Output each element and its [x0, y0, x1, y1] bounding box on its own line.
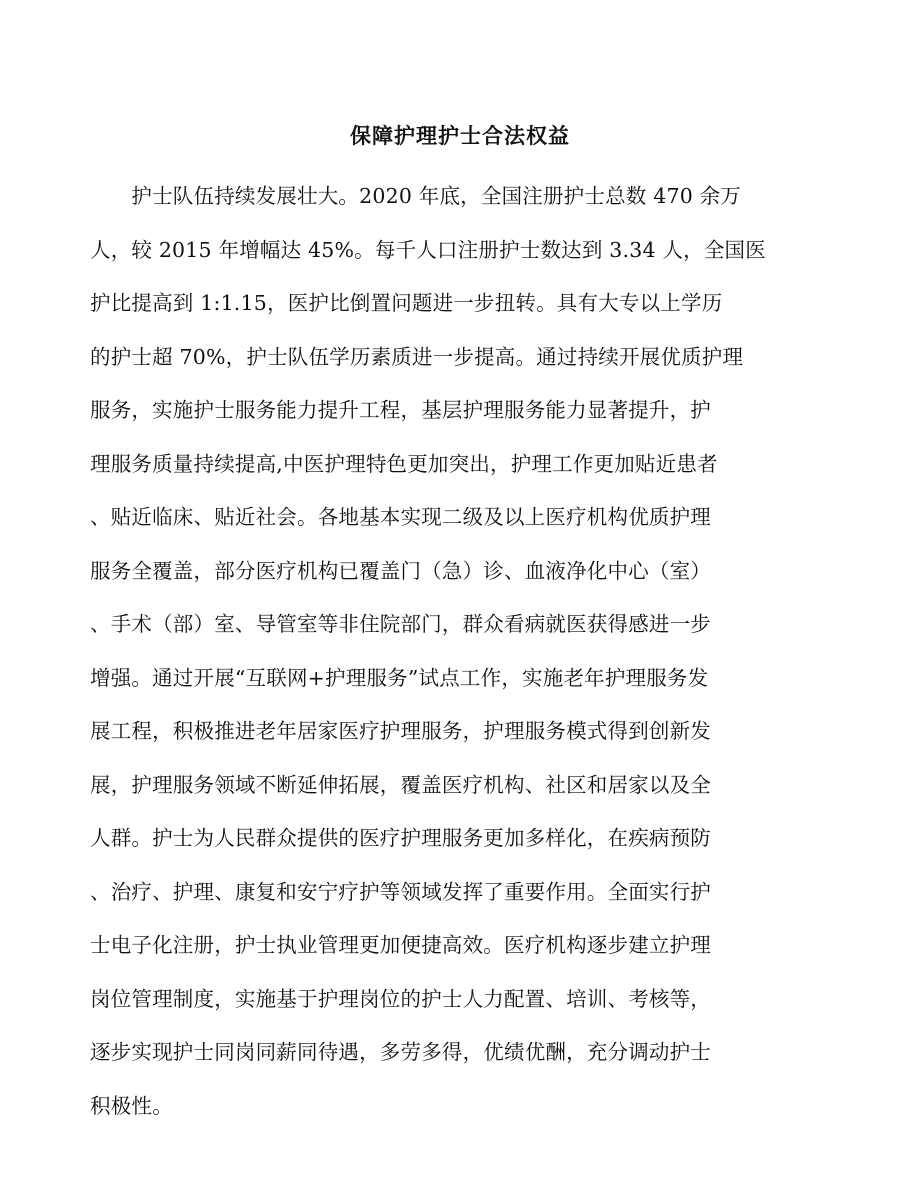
paragraph-line: 护士队伍持续发展壮大。2020 年底，全国注册护士总数 470 余万	[90, 184, 742, 208]
paragraph-line: 服务，实施护士服务能力提升工程，基层护理服务能力显著提升，护	[90, 398, 711, 422]
paragraph-line: 展工程，积极推进老年居家医疗护理服务，护理服务模式得到创新发	[90, 719, 711, 743]
paragraph-line: 护比提高到 1:1.15，医护比倒置问题进一步扭转。具有大专以上学历	[90, 291, 723, 315]
paragraph-line: 人群。护士为人民群众提供的医疗护理服务更加多样化，在疾病预防	[90, 826, 711, 850]
paragraph-line: 、治疗、护理、康复和安宁疗护等领域发挥了重要作用。全面实行护	[90, 879, 711, 904]
page-title: 保障护理护士合法权益	[350, 123, 570, 148]
paragraph-line: 理服务质量持续提高,中医护理特色更加突出，护理工作更加贴近患者	[90, 451, 718, 476]
paragraph-line: 的护士超 70%，护士队伍学历素质进一步提高。通过持续开展优质护理	[90, 344, 744, 369]
paragraph-line: 增强。通过开展“互联网+护理服务”试点工作，实施老年护理服务发	[90, 665, 709, 690]
paragraph-line: 服务全覆盖，部分医疗机构已覆盖门（急）诊、血液净化中心（室）	[90, 558, 711, 583]
paragraph-line: 逐步实现护士同岗同薪同待遇，多劳多得，优绩优酬，充分调动护士	[90, 1040, 711, 1064]
paragraph-line: 岗位管理制度，实施基于护理岗位的护士人力配置、培训、考核等，	[90, 986, 711, 1011]
paragraph-line: 士电子化注册，护士执业管理更加便捷高效。医疗机构逐步建立护理	[90, 933, 711, 957]
paragraph-line: 、手术（部）室、导管室等非住院部门，群众看病就医获得感进一步	[90, 612, 711, 636]
paragraph-line: 展，护理服务领域不断延伸拓展，覆盖医疗机构、社区和居家以及全	[90, 772, 711, 797]
paragraph-line: 积极性。	[90, 1093, 173, 1118]
paragraph-line: 人，较 2015 年增幅达 45%。每千人口注册护士数达到 3.34 人，全国医	[90, 237, 766, 262]
body-paragraph	[90, 170, 835, 1133]
paragraph-line: 、贴近临床、贴近社会。各地基本实现二级及以上医疗机构优质护理	[90, 505, 711, 529]
